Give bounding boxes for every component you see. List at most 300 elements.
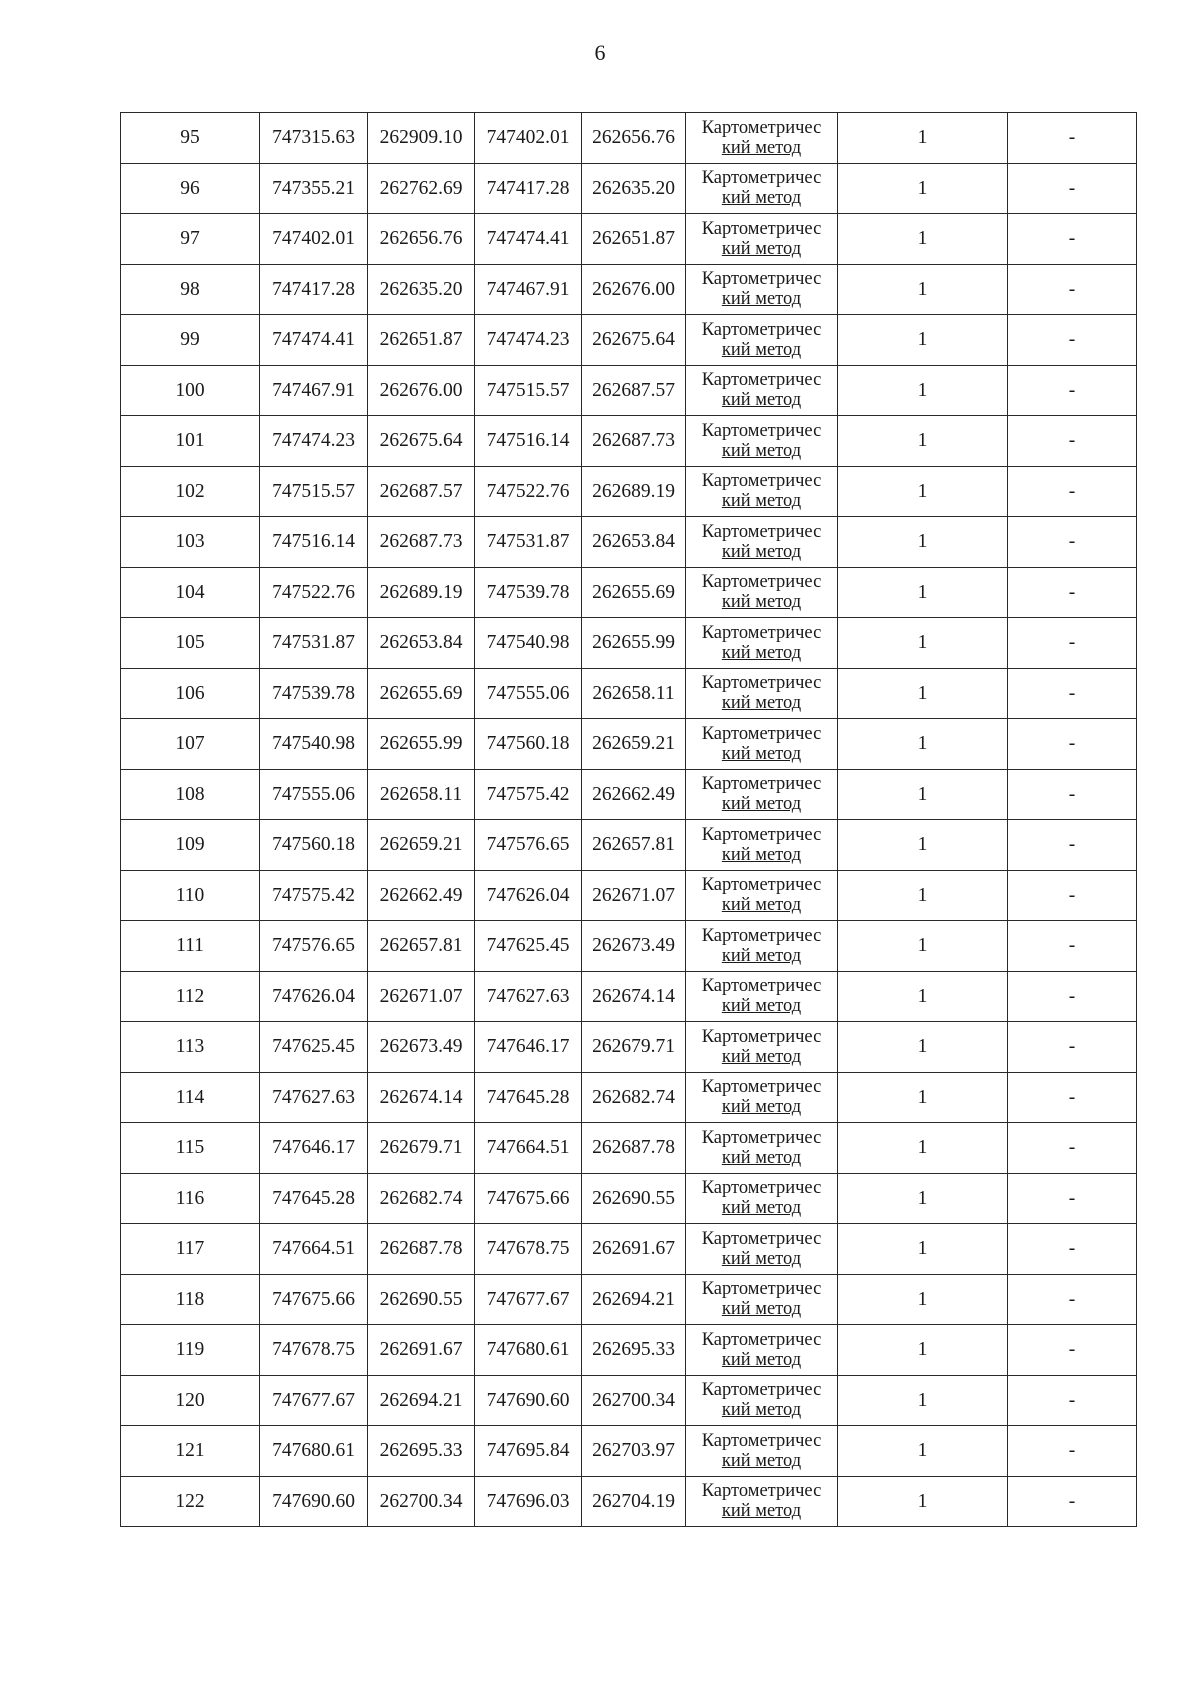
method-cell (686, 1375, 838, 1426)
point-number-cell: 117 (121, 1224, 260, 1275)
x1-cell: 747625.45 (260, 1022, 368, 1073)
point-number-cell: 111 (121, 921, 260, 972)
x2-cell: 747474.41 (475, 214, 582, 265)
description-cell: - (1008, 365, 1137, 416)
method-line-2: кий метод (721, 1349, 802, 1370)
accuracy-cell: 1 (838, 1224, 1008, 1275)
y1-cell: 262687.78 (368, 1224, 475, 1275)
x2-cell: 747627.63 (475, 971, 582, 1022)
description-cell: - (1008, 971, 1137, 1022)
description-cell: - (1008, 1426, 1137, 1477)
point-number-cell: 114 (121, 1072, 260, 1123)
accuracy-cell: 1 (838, 921, 1008, 972)
x2-cell: 747474.23 (475, 315, 582, 366)
method-cell (686, 769, 838, 820)
method-cell (686, 1274, 838, 1325)
method-cell (686, 1325, 838, 1376)
method-line-2: кий метод (721, 945, 802, 966)
x1-cell: 747540.98 (260, 719, 368, 770)
method-line-1: Картометричес (701, 622, 822, 643)
x2-cell: 747576.65 (475, 820, 582, 871)
y1-cell: 262675.64 (368, 416, 475, 467)
description-cell: - (1008, 1476, 1137, 1527)
description-cell: - (1008, 668, 1137, 719)
method-line-2: кий метод (721, 339, 802, 360)
description-cell: - (1008, 1325, 1137, 1376)
method-cell (686, 820, 838, 871)
x1-cell: 747664.51 (260, 1224, 368, 1275)
y2-cell: 262659.21 (582, 719, 686, 770)
x1-cell: 747555.06 (260, 769, 368, 820)
point-number-cell: 110 (121, 870, 260, 921)
description-cell: - (1008, 1123, 1137, 1174)
accuracy-cell: 1 (838, 668, 1008, 719)
y2-cell: 262704.19 (582, 1476, 686, 1527)
method-line-1: Картометричес (701, 1430, 822, 1451)
point-number-cell: 109 (121, 820, 260, 871)
table-row (121, 668, 1137, 719)
y1-cell: 262658.11 (368, 769, 475, 820)
point-number-cell: 99 (121, 315, 260, 366)
method-line-2: кий метод (721, 188, 802, 209)
x1-cell: 747402.01 (260, 214, 368, 265)
y1-cell: 262674.14 (368, 1072, 475, 1123)
method-line-2: кий метод (721, 1198, 802, 1219)
method-cell (686, 1426, 838, 1477)
description-cell: - (1008, 1022, 1137, 1073)
method-line-1: Картометричес (701, 1178, 822, 1199)
x1-cell: 747575.42 (260, 870, 368, 921)
x1-cell: 747539.78 (260, 668, 368, 719)
method-line-1: Картометричес (701, 824, 822, 845)
description-cell: - (1008, 113, 1137, 164)
x1-cell: 747646.17 (260, 1123, 368, 1174)
method-line-2: кий метод (721, 1501, 802, 1522)
y2-cell: 262656.76 (582, 113, 686, 164)
x2-cell: 747539.78 (475, 567, 582, 618)
x2-cell: 747467.91 (475, 264, 582, 315)
x1-cell: 747645.28 (260, 1173, 368, 1224)
method-line-2: кий метод (721, 844, 802, 865)
y1-cell: 262653.84 (368, 618, 475, 669)
point-number-cell: 104 (121, 567, 260, 618)
y1-cell: 262682.74 (368, 1173, 475, 1224)
method-line-2: кий метод (721, 1450, 802, 1471)
method-line-2: кий метод (721, 1248, 802, 1269)
y2-cell: 262673.49 (582, 921, 686, 972)
description-cell: - (1008, 719, 1137, 770)
y1-cell: 262695.33 (368, 1426, 475, 1477)
x2-cell: 747626.04 (475, 870, 582, 921)
table-row (121, 870, 1137, 921)
description-cell: - (1008, 618, 1137, 669)
x2-cell: 747646.17 (475, 1022, 582, 1073)
accuracy-cell: 1 (838, 1274, 1008, 1325)
description-cell: - (1008, 769, 1137, 820)
x2-cell: 747555.06 (475, 668, 582, 719)
accuracy-cell: 1 (838, 1123, 1008, 1174)
x2-cell: 747675.66 (475, 1173, 582, 1224)
y1-cell: 262673.49 (368, 1022, 475, 1073)
point-number-cell: 98 (121, 264, 260, 315)
table-row (121, 113, 1137, 164)
y1-cell: 262656.76 (368, 214, 475, 265)
point-number-cell: 102 (121, 466, 260, 517)
x1-cell: 747560.18 (260, 820, 368, 871)
y1-cell: 262687.57 (368, 466, 475, 517)
accuracy-cell: 1 (838, 769, 1008, 820)
method-line-2: кий метод (721, 1299, 802, 1320)
description-cell: - (1008, 163, 1137, 214)
x2-cell: 747515.57 (475, 365, 582, 416)
method-line-1: Картометричес (701, 319, 822, 340)
point-number-cell: 107 (121, 719, 260, 770)
x2-cell: 747516.14 (475, 416, 582, 467)
x1-cell: 747576.65 (260, 921, 368, 972)
accuracy-cell: 1 (838, 1022, 1008, 1073)
table-row (121, 1325, 1137, 1376)
method-line-1: Картометричес (701, 1127, 822, 1148)
method-line-2: кий метод (721, 1097, 802, 1118)
description-cell: - (1008, 1375, 1137, 1426)
accuracy-cell: 1 (838, 1375, 1008, 1426)
y2-cell: 262655.99 (582, 618, 686, 669)
page-number: 6 (594, 40, 606, 65)
x2-cell: 747560.18 (475, 719, 582, 770)
method-line-1: Картометричес (701, 925, 822, 946)
method-line-1: Картометричес (701, 1077, 822, 1098)
point-number-cell: 106 (121, 668, 260, 719)
y1-cell: 262690.55 (368, 1274, 475, 1325)
method-cell (686, 416, 838, 467)
accuracy-cell: 1 (838, 1325, 1008, 1376)
accuracy-cell: 1 (838, 618, 1008, 669)
method-line-2: кий метод (721, 1046, 802, 1067)
description-cell: - (1008, 214, 1137, 265)
y2-cell: 262687.73 (582, 416, 686, 467)
method-cell (686, 719, 838, 770)
method-line-1: Картометричес (701, 471, 822, 492)
table-row (121, 1072, 1137, 1123)
y1-cell: 262635.20 (368, 264, 475, 315)
point-number-cell: 103 (121, 517, 260, 568)
x1-cell: 747474.23 (260, 416, 368, 467)
method-line-1: Картометричес (701, 521, 822, 542)
method-cell (686, 163, 838, 214)
x1-cell: 747467.91 (260, 365, 368, 416)
y1-cell: 262694.21 (368, 1375, 475, 1426)
method-cell (686, 567, 838, 618)
point-number-cell: 100 (121, 365, 260, 416)
point-number-cell: 108 (121, 769, 260, 820)
method-cell (686, 517, 838, 568)
x2-cell: 747678.75 (475, 1224, 582, 1275)
y2-cell: 262687.57 (582, 365, 686, 416)
point-number-cell: 105 (121, 618, 260, 669)
method-cell (686, 1476, 838, 1527)
y1-cell: 262651.87 (368, 315, 475, 366)
y1-cell: 262655.99 (368, 719, 475, 770)
table-row (121, 365, 1137, 416)
table-row (121, 769, 1137, 820)
method-line-2: кий метод (721, 440, 802, 461)
description-cell: - (1008, 315, 1137, 366)
method-line-1: Картометричес (701, 1228, 822, 1249)
method-line-1: Картометричес (701, 269, 822, 290)
x1-cell: 747677.67 (260, 1375, 368, 1426)
table-row (121, 1274, 1137, 1325)
y2-cell: 262703.97 (582, 1426, 686, 1477)
description-cell: - (1008, 517, 1137, 568)
y1-cell: 262700.34 (368, 1476, 475, 1527)
x1-cell: 747355.21 (260, 163, 368, 214)
table-row (121, 214, 1137, 265)
method-line-2: кий метод (721, 996, 802, 1017)
y2-cell: 262657.81 (582, 820, 686, 871)
accuracy-cell: 1 (838, 416, 1008, 467)
table-row (121, 1123, 1137, 1174)
point-number-cell: 115 (121, 1123, 260, 1174)
method-cell (686, 618, 838, 669)
x2-cell: 747522.76 (475, 466, 582, 517)
x2-cell: 747531.87 (475, 517, 582, 568)
method-line-2: кий метод (721, 238, 802, 259)
table-row (121, 416, 1137, 467)
method-line-1: Картометричес (701, 1279, 822, 1300)
accuracy-cell: 1 (838, 1173, 1008, 1224)
x2-cell: 747695.84 (475, 1426, 582, 1477)
method-cell (686, 921, 838, 972)
method-line-2: кий метод (721, 895, 802, 916)
description-cell: - (1008, 1274, 1137, 1325)
x1-cell: 747474.41 (260, 315, 368, 366)
y2-cell: 262655.69 (582, 567, 686, 618)
method-line-1: Картометричес (701, 218, 822, 239)
method-line-1: Картометричес (701, 420, 822, 441)
method-line-1: Картометричес (701, 673, 822, 694)
table-row (121, 921, 1137, 972)
point-number-cell: 118 (121, 1274, 260, 1325)
y2-cell: 262691.67 (582, 1224, 686, 1275)
y2-cell: 262682.74 (582, 1072, 686, 1123)
x1-cell: 747417.28 (260, 264, 368, 315)
method-line-1: Картометричес (701, 875, 822, 896)
method-cell (686, 1123, 838, 1174)
description-cell: - (1008, 416, 1137, 467)
x1-cell: 747678.75 (260, 1325, 368, 1376)
y2-cell: 262653.84 (582, 517, 686, 568)
x1-cell: 747531.87 (260, 618, 368, 669)
x2-cell: 747402.01 (475, 113, 582, 164)
x2-cell: 747625.45 (475, 921, 582, 972)
x2-cell: 747696.03 (475, 1476, 582, 1527)
method-line-1: Картометричес (701, 1026, 822, 1047)
point-number-cell: 121 (121, 1426, 260, 1477)
accuracy-cell: 1 (838, 365, 1008, 416)
description-cell: - (1008, 1072, 1137, 1123)
x2-cell: 747677.67 (475, 1274, 582, 1325)
description-cell: - (1008, 921, 1137, 972)
method-line-1: Картометричес (701, 1329, 822, 1350)
point-number-cell: 119 (121, 1325, 260, 1376)
y2-cell: 262694.21 (582, 1274, 686, 1325)
x1-cell: 747516.14 (260, 517, 368, 568)
y1-cell: 262655.69 (368, 668, 475, 719)
method-line-1: Картометричес (701, 168, 822, 189)
y1-cell: 262659.21 (368, 820, 475, 871)
method-cell (686, 264, 838, 315)
y2-cell: 262687.78 (582, 1123, 686, 1174)
accuracy-cell: 1 (838, 567, 1008, 618)
table-row (121, 567, 1137, 618)
method-line-2: кий метод (721, 693, 802, 714)
method-cell (686, 1022, 838, 1073)
table-row (121, 971, 1137, 1022)
table-row (121, 1375, 1137, 1426)
description-cell: - (1008, 1173, 1137, 1224)
table-row (121, 618, 1137, 669)
point-number-cell: 116 (121, 1173, 260, 1224)
x1-cell: 747680.61 (260, 1426, 368, 1477)
table-row (121, 820, 1137, 871)
accuracy-cell: 1 (838, 719, 1008, 770)
y1-cell: 262909.10 (368, 113, 475, 164)
y2-cell: 262662.49 (582, 769, 686, 820)
accuracy-cell: 1 (838, 517, 1008, 568)
point-number-cell: 120 (121, 1375, 260, 1426)
x2-cell: 747645.28 (475, 1072, 582, 1123)
y1-cell: 262671.07 (368, 971, 475, 1022)
y2-cell: 262675.64 (582, 315, 686, 366)
method-line-2: кий метод (721, 1400, 802, 1421)
x2-cell: 747680.61 (475, 1325, 582, 1376)
x2-cell: 747417.28 (475, 163, 582, 214)
table-row (121, 163, 1137, 214)
y2-cell: 262690.55 (582, 1173, 686, 1224)
accuracy-cell: 1 (838, 1476, 1008, 1527)
method-cell (686, 1173, 838, 1224)
y1-cell: 262676.00 (368, 365, 475, 416)
point-number-cell: 97 (121, 214, 260, 265)
point-number-cell: 112 (121, 971, 260, 1022)
y2-cell: 262679.71 (582, 1022, 686, 1073)
x2-cell: 747575.42 (475, 769, 582, 820)
table-row (121, 517, 1137, 568)
table-row (121, 1173, 1137, 1224)
method-cell (686, 466, 838, 517)
method-cell (686, 1224, 838, 1275)
description-cell: - (1008, 264, 1137, 315)
point-number-cell: 96 (121, 163, 260, 214)
y2-cell: 262635.20 (582, 163, 686, 214)
accuracy-cell: 1 (838, 820, 1008, 871)
table-row (121, 1022, 1137, 1073)
x1-cell: 747315.63 (260, 113, 368, 164)
x1-cell: 747626.04 (260, 971, 368, 1022)
y1-cell: 262662.49 (368, 870, 475, 921)
method-line-2: кий метод (721, 794, 802, 815)
y1-cell: 262679.71 (368, 1123, 475, 1174)
x1-cell: 747522.76 (260, 567, 368, 618)
method-line-1: Картометричес (701, 1481, 822, 1502)
coordinates-table (120, 112, 1137, 1527)
x1-cell: 747690.60 (260, 1476, 368, 1527)
accuracy-cell: 1 (838, 971, 1008, 1022)
x1-cell: 747515.57 (260, 466, 368, 517)
table-body (121, 113, 1137, 1527)
method-line-1: Картометричес (701, 1380, 822, 1401)
description-cell: - (1008, 466, 1137, 517)
method-cell (686, 214, 838, 265)
point-number-cell: 95 (121, 113, 260, 164)
point-number-cell: 113 (121, 1022, 260, 1073)
y1-cell: 262689.19 (368, 567, 475, 618)
accuracy-cell: 1 (838, 1426, 1008, 1477)
accuracy-cell: 1 (838, 870, 1008, 921)
method-line-1: Картометричес (701, 723, 822, 744)
table-row (121, 264, 1137, 315)
method-line-2: кий метод (721, 642, 802, 663)
accuracy-cell: 1 (838, 163, 1008, 214)
method-cell (686, 365, 838, 416)
method-line-2: кий метод (721, 541, 802, 562)
method-line-2: кий метод (721, 289, 802, 310)
method-cell (686, 113, 838, 164)
y2-cell: 262651.87 (582, 214, 686, 265)
point-number-cell: 122 (121, 1476, 260, 1527)
y1-cell: 262762.69 (368, 163, 475, 214)
point-number-cell: 101 (121, 416, 260, 467)
method-line-2: кий метод (721, 137, 802, 158)
y1-cell: 262687.73 (368, 517, 475, 568)
method-cell (686, 870, 838, 921)
y2-cell: 262674.14 (582, 971, 686, 1022)
accuracy-cell: 1 (838, 315, 1008, 366)
accuracy-cell: 1 (838, 264, 1008, 315)
method-cell (686, 1072, 838, 1123)
y2-cell: 262671.07 (582, 870, 686, 921)
x2-cell: 747690.60 (475, 1375, 582, 1426)
x1-cell: 747627.63 (260, 1072, 368, 1123)
method-line-2: кий метод (721, 743, 802, 764)
method-cell (686, 668, 838, 719)
y2-cell: 262695.33 (582, 1325, 686, 1376)
y2-cell: 262676.00 (582, 264, 686, 315)
accuracy-cell: 1 (838, 1072, 1008, 1123)
y2-cell: 262658.11 (582, 668, 686, 719)
method-cell (686, 315, 838, 366)
table-row (121, 466, 1137, 517)
method-line-2: кий метод (721, 390, 802, 411)
table-row (121, 1426, 1137, 1477)
y1-cell: 262691.67 (368, 1325, 475, 1376)
method-line-2: кий метод (721, 1147, 802, 1168)
y2-cell: 262689.19 (582, 466, 686, 517)
y2-cell: 262700.34 (582, 1375, 686, 1426)
accuracy-cell: 1 (838, 113, 1008, 164)
description-cell: - (1008, 870, 1137, 921)
description-cell: - (1008, 567, 1137, 618)
accuracy-cell: 1 (838, 466, 1008, 517)
description-cell: - (1008, 820, 1137, 871)
x2-cell: 747664.51 (475, 1123, 582, 1174)
method-line-1: Картометричес (701, 572, 822, 593)
x2-cell: 747540.98 (475, 618, 582, 669)
method-line-1: Картометричес (701, 117, 822, 138)
method-line-2: кий метод (721, 592, 802, 613)
table-row (121, 1476, 1137, 1527)
y1-cell: 262657.81 (368, 921, 475, 972)
